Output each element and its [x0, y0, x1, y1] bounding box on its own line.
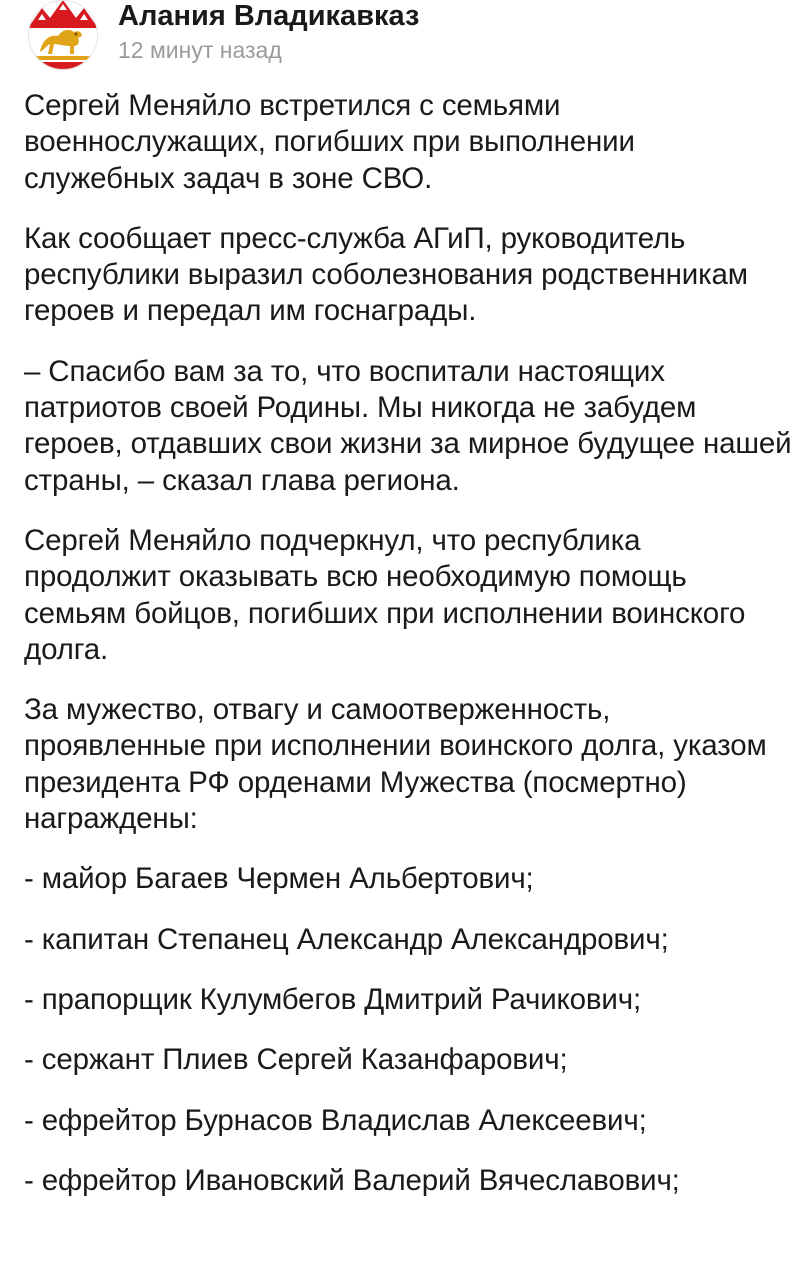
paragraph: Сергей Меняйло подчеркнул, что республика продолжит оказывать всю необходимую помощь семьям бойцов, погибших при исполнении воинского долга. [24, 523, 746, 666]
alania-emblem-icon[interactable] [24, 0, 102, 70]
list-item: - капитан Степанец Александр Александрович; [24, 922, 669, 956]
list-item: - сержант Плиев Сергей Казанфарович; [24, 1043, 568, 1077]
paragraph: Сергей Меняйло встретился с семьями военнослужащих, погибших при выполнении служебных задач в зоне СВО. [24, 89, 635, 195]
paragraph: За мужество, отвагу и самоотверженность, проявленные при исполнении воинского долга, указом президента РФ орденами Мужества (посмертно) награждены: [24, 693, 767, 836]
list-item: - ефрейтор Бурнасов Владислав Алексеевич; [24, 1103, 647, 1137]
paragraph: Как сообщает пресс-служба АГиП, руководитель республики выразил соболезнования родственникам героев и передал им госнаграды. [24, 221, 748, 328]
post-timestamp[interactable]: 12 минут назад [118, 37, 282, 63]
list-item: - ефрейтор Ивановский Валерий Вячеславович; [24, 1163, 680, 1197]
author-name[interactable]: Алания Владикавказ [118, 0, 420, 32]
paragraph: – Спасибо вам за то, что воспитали настоящих патриотов своей Родины. Мы никогда не забудем героев, отдавших свои жизни за мирное будущее нашей страны, – сказал глава региона. [24, 354, 792, 497]
post-header [24, 0, 784, 78]
post-text [24, 88, 792, 1223]
list-item: - майор Багаев Чермен Альбертович; [24, 862, 534, 896]
list-item: - прапорщик Кулумбегов Дмитрий Рачикович; [24, 982, 641, 1016]
